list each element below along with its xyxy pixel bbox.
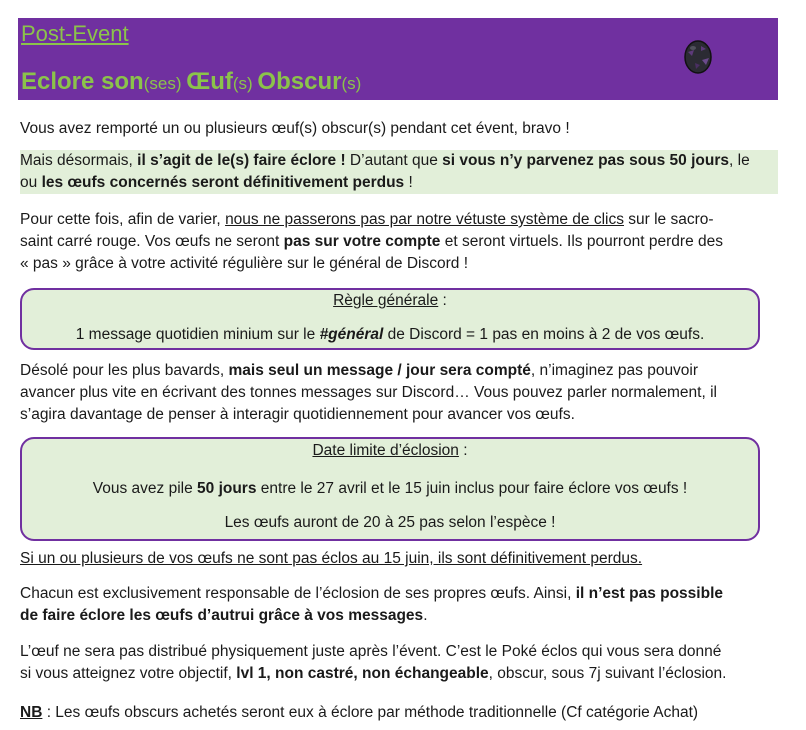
text-run: 50 jours	[197, 480, 257, 497]
text-run: , n’imaginez pas pouvoir	[530, 362, 699, 379]
text-run: , obscur, sous 7j suivant l’éclosion.	[488, 665, 727, 682]
text-run: NB	[20, 704, 43, 721]
text-line	[20, 253, 782, 275]
text-run: L’œuf ne sera pas distribué physiquement juste après l’évent. C’est le Poké éclos qui vous sera donné	[20, 643, 722, 660]
title-part: (ses)	[143, 74, 187, 93]
event-header	[18, 18, 778, 100]
box-heading	[22, 292, 758, 310]
text-line	[20, 702, 782, 724]
text-run: et seront virtuels. Ils pourront perdre des	[440, 233, 724, 250]
event-supertitle: Post-Event	[21, 21, 129, 46]
text-run: saint carré rouge. Vos œufs ne seront	[20, 233, 284, 250]
text-run: s’agira davantage de penser à interagir quotidiennement pour avancer vos œufs.	[20, 406, 575, 423]
text-run: ou	[20, 174, 42, 191]
text-run: les œufs concernés seront définitivement perdus	[41, 174, 405, 191]
text-line	[20, 209, 782, 231]
system-paragraph	[20, 209, 782, 275]
text-line	[20, 404, 782, 426]
text-run: Les œufs auront de 20 à 25 pas selon l’espèce !	[224, 514, 556, 531]
text-line	[20, 583, 782, 605]
text-run: : Les œufs obscurs achetés seront eux à éclore par méthode traditionnelle (Cf catégorie Achat)	[42, 704, 699, 721]
text-line	[20, 231, 782, 253]
event-title	[21, 68, 361, 96]
text-run: Chacun est exclusivement responsable de l’éclosion de ses propres œufs. Ainsi,	[20, 585, 576, 602]
text-line	[20, 172, 778, 194]
dark-egg-icon	[682, 38, 714, 74]
text-line	[20, 605, 782, 627]
text-run: si vous n’y parvenez pas sous 50 jours	[442, 152, 730, 169]
box-line	[22, 514, 758, 532]
rule-box	[20, 288, 760, 350]
text-run: :	[458, 442, 468, 459]
text-run: de Discord = 1 pas en moins à 2 de vos œufs.	[383, 326, 705, 343]
title-part: Obscur	[257, 68, 342, 95]
box-line	[22, 480, 758, 498]
text-run: Pour cette fois, afin de varier,	[20, 211, 226, 228]
text-run: sur le sacro-	[623, 211, 714, 228]
lost-paragraph	[20, 548, 782, 570]
deadline-box	[20, 437, 760, 541]
text-line	[20, 548, 782, 570]
text-run: Règle générale	[333, 292, 439, 309]
text-run: Vous avez pile	[92, 480, 198, 497]
title-part: Œuf	[186, 68, 233, 95]
text-run: pas sur votre compte	[283, 233, 441, 250]
text-run: Si un ou plusieurs de vos œufs ne sont pas éclos au 15 juin, ils sont définitivement perdus.	[20, 550, 643, 567]
title-part: (s)	[232, 74, 258, 93]
title-part: (s)	[341, 74, 362, 93]
text-run: Désolé pour les plus bavards,	[20, 362, 229, 379]
text-run: :	[438, 292, 447, 309]
text-run: , le	[729, 152, 750, 169]
box-heading	[22, 442, 758, 460]
text-run: de faire éclore les œufs d’autrui grâce à vos messages	[20, 607, 424, 624]
text-run: 1 message quotidien minium sur le	[75, 326, 320, 343]
title-part: Eclore son	[21, 68, 144, 95]
text-run: .	[423, 607, 428, 624]
text-run: Vous avez remporté un ou plusieurs œuf(s) obscur(s) pendant cet évent, bravo !	[20, 120, 570, 137]
reward-paragraph	[20, 641, 782, 685]
text-line	[20, 382, 782, 404]
responsibility-paragraph	[20, 583, 782, 627]
text-run: Mais désormais,	[20, 152, 138, 169]
note-paragraph	[20, 702, 782, 724]
text-line	[20, 641, 782, 663]
chatty-paragraph	[20, 360, 782, 426]
text-run: !	[404, 174, 413, 191]
text-run: D’autant que	[345, 152, 443, 169]
text-run: entre le 27 avril et le 15 juin inclus pour faire éclore vos œufs !	[256, 480, 688, 497]
warning-paragraph	[20, 150, 778, 194]
text-run: si vous atteignez votre objectif,	[20, 665, 237, 682]
text-run: lvl 1, non castré, non échangeable	[236, 665, 489, 682]
text-run: mais seul un message / jour sera compté	[228, 362, 531, 379]
text-run: Date limite d’éclosion	[312, 442, 459, 459]
intro-paragraph	[20, 118, 782, 140]
text-line	[20, 360, 782, 382]
text-run: il s’agit de le(s) faire éclore !	[137, 152, 346, 169]
text-line	[20, 118, 782, 140]
text-line	[20, 150, 778, 172]
text-run: « pas » grâce à votre activité régulière sur le général de Discord !	[20, 255, 469, 272]
text-run: avancer plus vite en écrivant des tonnes messages sur Discord… Vous pouvez parler normalement, il	[20, 384, 717, 401]
text-line	[20, 663, 782, 685]
text-run: #général	[319, 326, 384, 343]
text-run: nous ne passerons pas par notre vétuste système de clics	[225, 211, 624, 228]
text-run: il n’est pas possible	[575, 585, 723, 602]
box-line	[22, 326, 758, 344]
